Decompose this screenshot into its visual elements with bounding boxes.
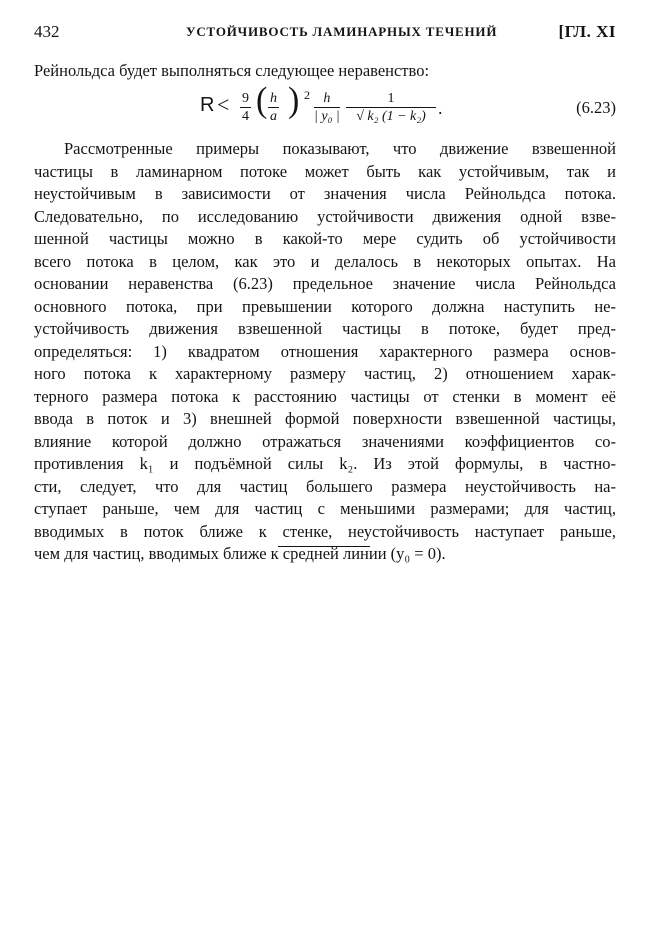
paragraph-line: влияние которой должно отражаться значениями коэффициентов со- bbox=[34, 431, 616, 451]
paragraph-line: вводимых в поток ближе к стенке, неустойчивость наступает раньше, bbox=[34, 521, 616, 541]
fraction-numerator: 1 bbox=[346, 90, 436, 108]
exponent: 2 bbox=[304, 88, 310, 102]
paragraph-line: противления k₁ и подъёмной силы k₂. Из этой формулы, в частно- bbox=[34, 454, 616, 473]
paragraph-line: сти, следует, что для частиц большего размера неустойчивость на- bbox=[34, 476, 616, 496]
main-paragraph bbox=[34, 138, 616, 566]
paragraph-line: Следовательно, по исследованию устойчивости движения одной взве- bbox=[34, 206, 616, 226]
formula-terminator: . bbox=[438, 98, 443, 118]
page-header bbox=[34, 22, 616, 44]
fraction-denominator: 4 bbox=[242, 109, 249, 124]
paragraph-line: чем для частиц, вводимых ближе к средней линии (y₀ = 0). bbox=[34, 544, 446, 563]
fraction-sqrt bbox=[346, 90, 436, 125]
paragraph-line: всего потока в целом, как это и делалось в некоторых опытах. На bbox=[34, 251, 616, 271]
left-paren: ( bbox=[256, 81, 268, 120]
section-end-rule bbox=[278, 546, 370, 547]
running-title: УСТОЙЧИВОСТЬ ЛАМИНАРНЫХ ТЕЧЕНИЙ bbox=[186, 24, 498, 39]
paragraph-line: частицы в ламинарном потоке может быть как устойчивым, так и bbox=[34, 161, 616, 181]
formula-relation: < bbox=[217, 92, 230, 117]
paragraph-line: терного размера потока к расстоянию частицы от стенки в момент её bbox=[34, 386, 616, 406]
fraction-9-4 bbox=[240, 90, 251, 125]
equation-number: (6.23) bbox=[576, 98, 616, 117]
intro-line: Рейнольдса будет выполняться следующее неравенство: bbox=[34, 61, 430, 80]
formula-6-23 bbox=[200, 81, 500, 136]
fraction-numerator: 9 bbox=[242, 91, 249, 106]
right-paren: ) bbox=[288, 81, 300, 120]
paragraph-line: основании неравенства (6.23) предельное значение числа Рейнольдса bbox=[34, 274, 616, 293]
paragraph-line: основного потока, при превышении которого должна наступить не- bbox=[34, 296, 616, 316]
paragraph-line: Рассмотренные примеры показывают, что движение взвешенной bbox=[64, 139, 616, 158]
paragraph-line: устойчивость движения взвешенной частицы в потоке, будет пред- bbox=[34, 319, 616, 338]
paragraph-line: ввода в поток и 3) внешней формой поверхности взвешенной частицы, bbox=[34, 409, 616, 428]
fraction-numerator: h bbox=[270, 91, 277, 106]
page-number: 432 bbox=[34, 22, 60, 41]
formula-lhs: R bbox=[200, 94, 215, 116]
paragraph-line: определяться: 1) квадратом отношения характерного размера основ- bbox=[34, 341, 616, 361]
fraction-h-a bbox=[268, 90, 279, 125]
paragraph-line: ного потока к характерному размеру частиц, 2) отношением харак- bbox=[34, 364, 616, 383]
fraction-numerator: h bbox=[314, 90, 340, 108]
paragraph-line: неустойчивым в зависимости от значения числа Рейнольдса потока. bbox=[34, 184, 616, 203]
fraction-denominator: | y₀ | bbox=[314, 109, 340, 124]
paragraph-line: шенной частицы можно в какой-то мере судить об устойчивости bbox=[34, 229, 616, 248]
chapter-label: [ГЛ. XI bbox=[558, 22, 616, 41]
fraction-h-y0 bbox=[314, 90, 340, 125]
fraction-denominator: a bbox=[270, 109, 277, 124]
fraction-denominator: √ k₂ (1 − k₂) bbox=[356, 109, 426, 124]
paragraph-line: ступает раньше, чем для частиц с меньшими размерами; для частиц, bbox=[34, 499, 616, 518]
